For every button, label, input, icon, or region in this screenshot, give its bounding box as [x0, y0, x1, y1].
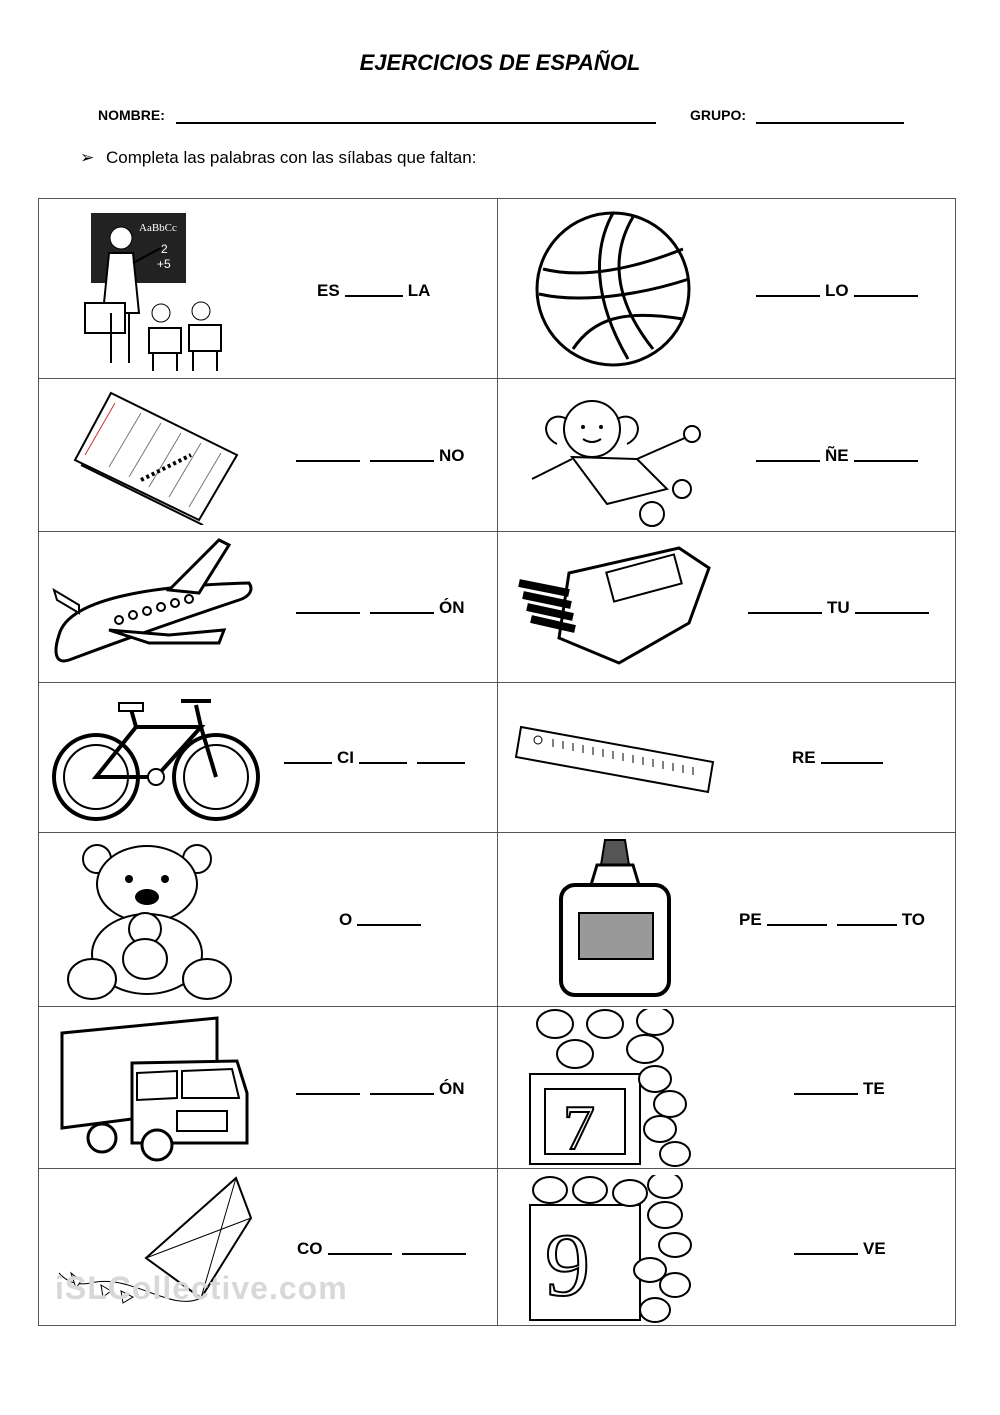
answer-blank[interactable]	[370, 1093, 434, 1095]
word-avion: ÓN	[291, 598, 465, 618]
answer-blank[interactable]	[417, 762, 465, 764]
word-cuaderno: NO	[291, 446, 465, 466]
crayon-box-image	[509, 543, 714, 673]
watermark: iSLCollective.com	[55, 1270, 348, 1306]
answer-blank[interactable]	[821, 762, 883, 764]
answer-blank[interactable]	[357, 924, 421, 926]
instruction	[80, 148, 476, 168]
svg-text:9: 9	[545, 1216, 590, 1315]
answer-blank[interactable]	[855, 612, 929, 614]
answer-blank[interactable]	[370, 460, 434, 462]
instruction-text: Completa las palabras con las sílabas que faltan:	[106, 148, 477, 167]
svg-text:2: 2	[161, 242, 168, 256]
answer-blank[interactable]	[284, 762, 332, 764]
word-escuela: ES LA	[317, 281, 431, 300]
row-divider	[39, 378, 955, 379]
student-fields	[98, 104, 908, 128]
answer-blank[interactable]	[756, 295, 820, 297]
exercise-table	[38, 198, 956, 1326]
arrow-bullet-icon: ➢	[80, 148, 95, 167]
group-field[interactable]	[756, 122, 904, 124]
answer-blank[interactable]	[794, 1253, 858, 1255]
svg-text:7: 7	[563, 1092, 595, 1163]
answer-blank[interactable]	[370, 612, 434, 614]
answer-blank[interactable]	[296, 1093, 360, 1095]
column-divider	[497, 199, 498, 1325]
glue-bottle-image	[555, 835, 675, 1000]
word-balon: LO	[751, 281, 923, 301]
answer-blank[interactable]	[359, 762, 407, 764]
answer-blank[interactable]	[854, 295, 918, 297]
answer-blank[interactable]	[296, 460, 360, 462]
svg-text:+5: +5	[157, 257, 171, 271]
teddy-bear-image	[67, 839, 242, 1004]
ruler-image	[513, 707, 718, 807]
number-seven-with-faces-image	[525, 1009, 705, 1169]
number-nine-with-faces-image	[525, 1175, 705, 1325]
doll-image	[517, 389, 717, 529]
word-siete: TE	[789, 1079, 885, 1099]
name-label: NOMBRE:	[98, 107, 165, 123]
word-muneca: ÑE	[751, 446, 923, 466]
answer-blank[interactable]	[794, 1093, 858, 1095]
airplane-image	[49, 535, 254, 670]
notebook-image	[71, 385, 241, 525]
answer-blank[interactable]	[748, 612, 822, 614]
row-divider	[39, 832, 955, 833]
page-title: EJERCICIOS DE ESPAÑOL	[359, 50, 641, 75]
answer-blank[interactable]	[854, 460, 918, 462]
word-estuche: TU	[743, 598, 934, 618]
answer-blank[interactable]	[837, 924, 897, 926]
answer-blank[interactable]	[328, 1253, 392, 1255]
row-divider	[39, 531, 955, 532]
word-regla: RE	[792, 748, 888, 768]
svg-text:AaBbCc: AaBbCc	[139, 222, 177, 234]
group-label: GRUPO:	[690, 107, 746, 123]
name-field[interactable]	[176, 122, 656, 124]
word-cometa: CO	[297, 1239, 471, 1259]
word-nueve: VE	[789, 1239, 886, 1259]
answer-blank[interactable]	[767, 924, 827, 926]
answer-blank[interactable]	[756, 460, 820, 462]
volleyball-image	[533, 209, 693, 369]
word-camion: ÓN	[291, 1079, 465, 1099]
answer-blank[interactable]	[345, 295, 403, 297]
word-oso: O	[339, 910, 426, 930]
answer-blank[interactable]	[402, 1253, 466, 1255]
row-divider	[39, 1006, 955, 1007]
teacher-classroom-image	[81, 203, 229, 373]
row-divider	[39, 682, 955, 683]
word-pegamento: PE TO	[739, 910, 925, 929]
word-bicicleta: CI	[279, 748, 470, 768]
row-divider	[39, 1168, 955, 1169]
answer-blank[interactable]	[296, 612, 360, 614]
truck-image	[57, 1013, 252, 1163]
bicycle-image	[51, 687, 261, 827]
